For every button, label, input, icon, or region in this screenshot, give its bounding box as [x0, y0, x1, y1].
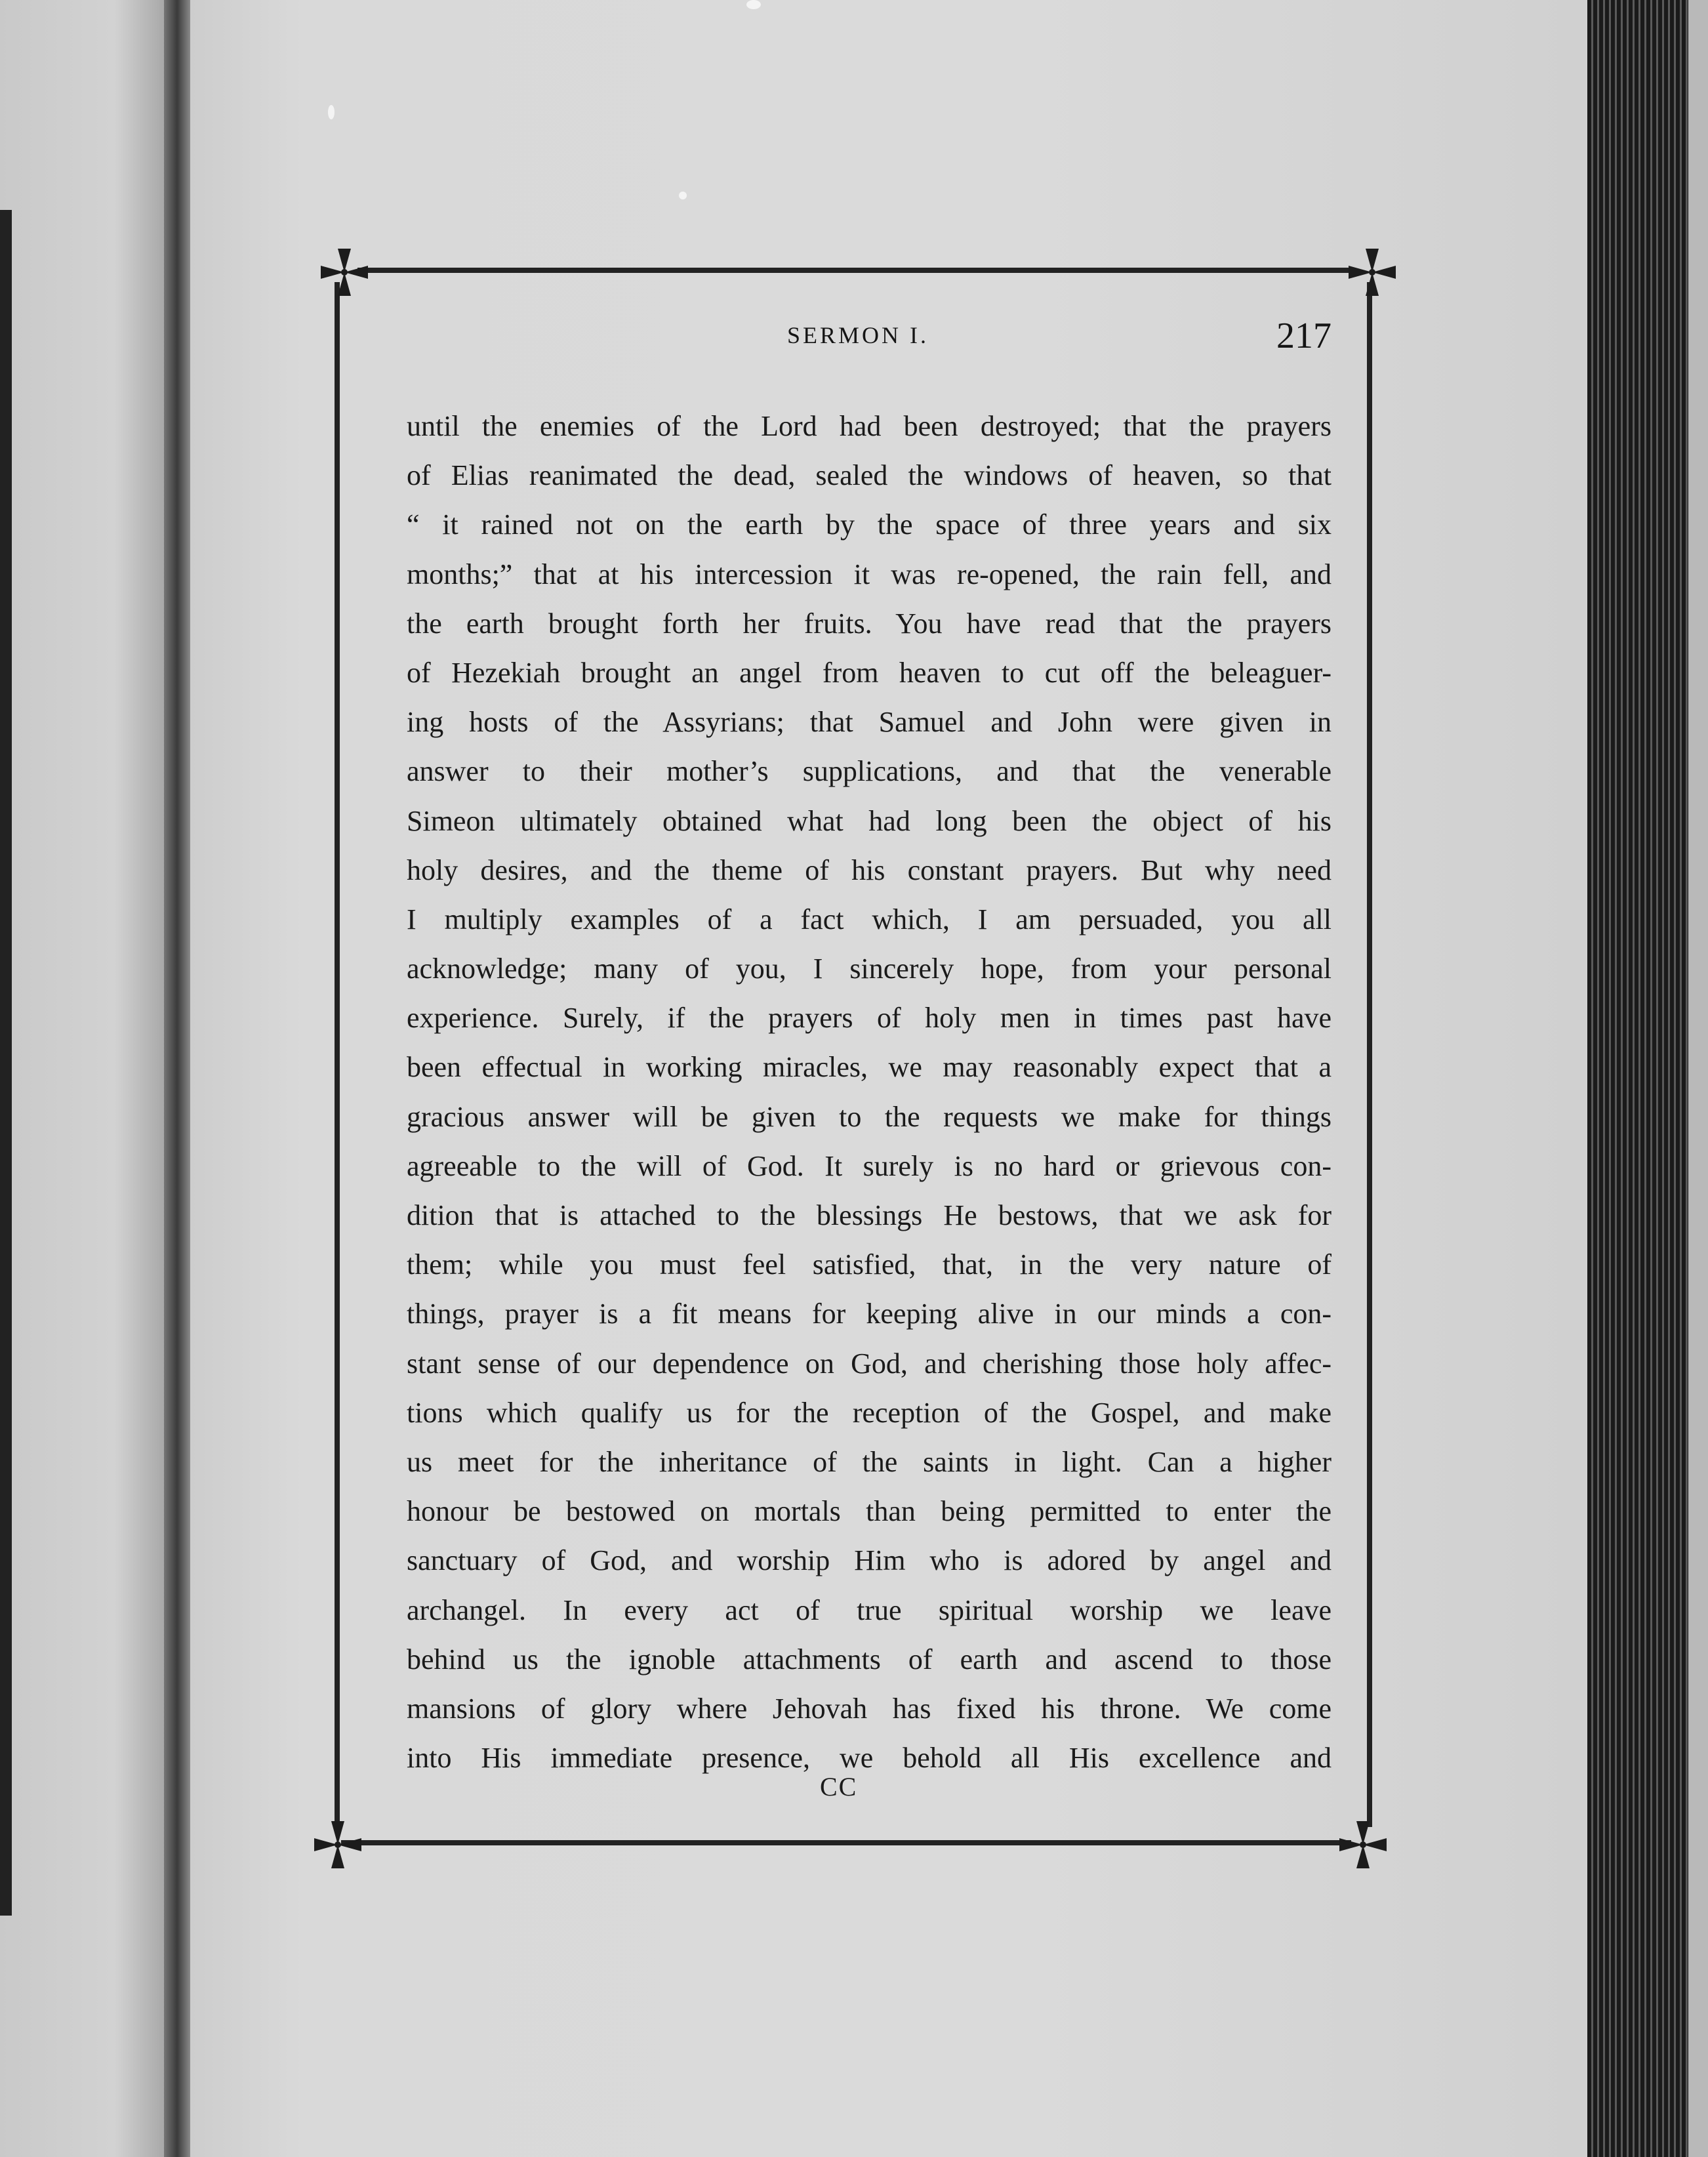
text-line: agreeable to the will of God. It surely is no hard or grievous con- — [407, 1149, 1332, 1182]
frame-rule-right — [1367, 282, 1372, 1827]
text-line: ing hosts of the Assyrians; that Samuel and John were given in — [407, 706, 1332, 739]
text-line: archangel. In every act of true spiritual worship we leave — [407, 1593, 1332, 1626]
frame-rule-left — [335, 282, 340, 1827]
text-line: stant sense of our dependence on God, and cherishing those holy affec- — [407, 1347, 1332, 1380]
text-line: been effectual in working miracles, we may reasonably expect that a — [407, 1051, 1332, 1084]
cross-pattee-icon — [1346, 246, 1398, 298]
text-line: Simeon ultimately obtained what had long been the object of his — [407, 804, 1332, 837]
signature-mark: CC — [820, 1772, 858, 1801]
previous-page-ornament-edge — [0, 210, 12, 1916]
text-line: us meet for the inheritance of the saints in light. Can a higher — [407, 1445, 1332, 1478]
text-line: of Hezekiah brought an angel from heaven to cut off the beleaguer- — [407, 656, 1332, 689]
scan-speck — [679, 192, 687, 199]
text-line: into His immediate presence, we behold all His excellence and — [407, 1742, 1332, 1775]
cross-pattee-icon — [318, 246, 371, 298]
cross-pattee-icon — [1337, 1818, 1389, 1871]
text-line: until the enemies of the Lord had been destroyed; that the prayers — [407, 410, 1332, 442]
running-head-title: SERMON I. — [787, 322, 929, 348]
text-line: of Elias reanimated the dead, sealed the windows of heaven, so that — [407, 459, 1332, 492]
scan-speck — [328, 105, 335, 119]
text-line: them; while you must feel satisfied, that, in the very nature of — [407, 1248, 1332, 1281]
text-line: things, prayer is a fit means for keeping alive in our minds a con- — [407, 1298, 1332, 1330]
body-text — [407, 401, 1332, 1782]
running-head — [407, 316, 1332, 361]
text-line: behind us the ignoble attachments of earth and ascend to those — [407, 1643, 1332, 1675]
text-line: tions which qualify us for the reception of the Gospel, and make — [407, 1396, 1332, 1429]
text-line: the earth brought forth her fruits. You have read that the prayers — [407, 607, 1332, 640]
text-line: sanctuary of God, and worship Him who is adored by angel and — [407, 1544, 1332, 1577]
page-number: 217 — [1276, 316, 1332, 356]
previous-page-edge — [0, 0, 164, 2157]
text-line: I multiply examples of a fact which, I am persuaded, you all — [407, 903, 1332, 935]
text-line: months;” that at his intercession it was re-opened, the rain fell, and — [407, 558, 1332, 590]
scan-speck — [746, 0, 761, 9]
text-line: experience. Surely, if the prayers of holy men in times past have — [407, 1002, 1332, 1035]
text-line: “ it rained not on the earth by the space of three years and six — [407, 508, 1332, 541]
text-line: honour be bestowed on mortals than being permitted to enter the — [407, 1495, 1332, 1528]
text-line: answer to their mother’s supplications, and that the venerable — [407, 755, 1332, 788]
cross-pattee-icon — [312, 1818, 364, 1871]
text-line: gracious answer will be given to the requests we make for things — [407, 1100, 1332, 1133]
text-line: dition that is attached to the blessings He bestows, that we ask for — [407, 1199, 1332, 1231]
text-line: acknowledge; many of you, I sincerely hope, from your personal — [407, 953, 1332, 985]
frame-rule-bottom — [341, 1840, 1351, 1845]
text-line: mansions of glory where Jehovah has fixed his throne. We come — [407, 1692, 1332, 1725]
scanner-background-strip — [1688, 0, 1708, 2157]
book-gutter — [164, 0, 190, 2157]
page-edges-stack — [1587, 0, 1708, 2157]
text-line: holy desires, and the theme of his constant prayers. But why need — [407, 853, 1332, 886]
frame-rule-top — [357, 268, 1354, 273]
